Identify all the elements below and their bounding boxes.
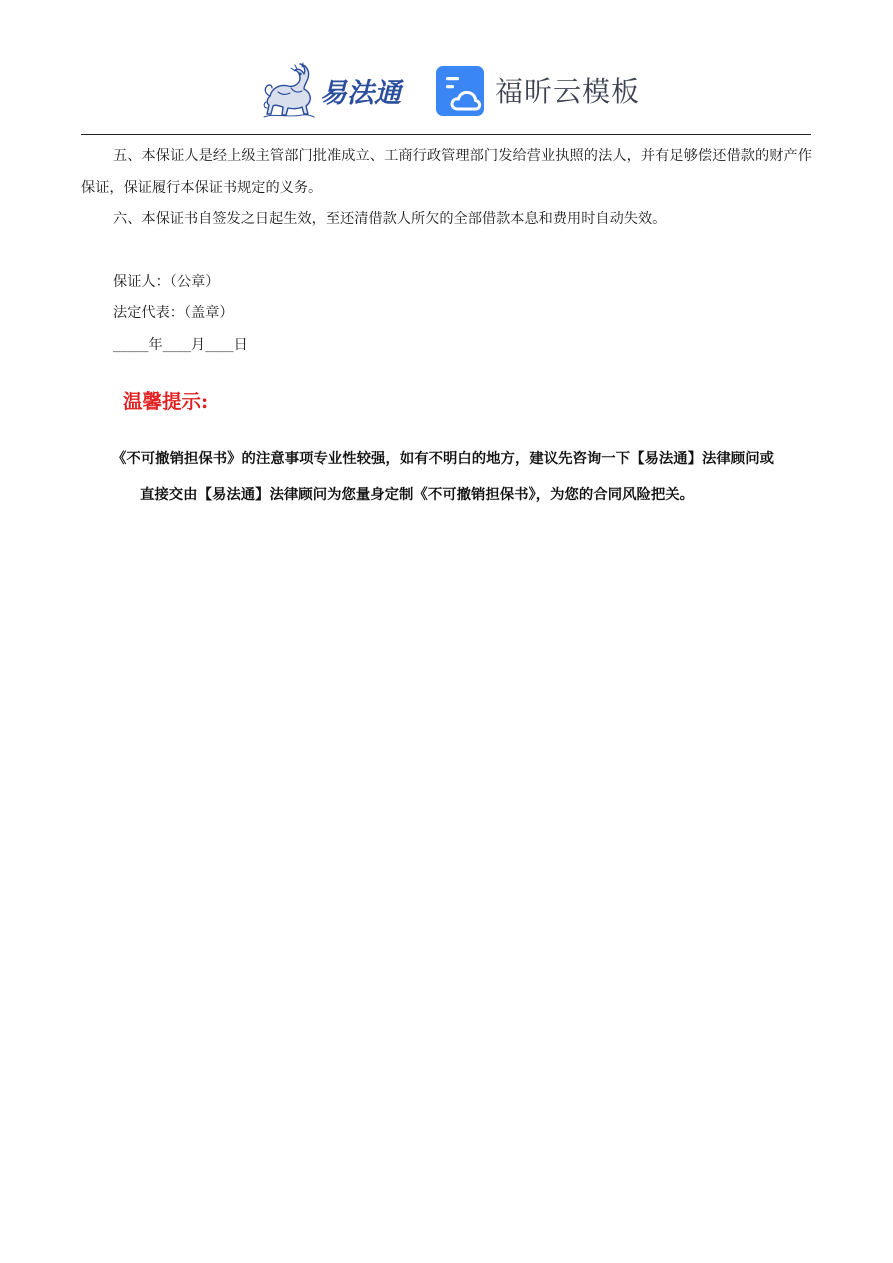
logo-right-text: 福昕云模板	[495, 75, 641, 108]
tip-line-1: 《不可撤销担保书》的注意事项专业性较强，如有不明白的地方，建议先咨询一下【易法通】法律顾问或	[112, 450, 774, 467]
guarantor-seal-line: 保证人：（公章）	[113, 273, 220, 290]
document-body	[81, 141, 812, 361]
cloud-document-icon	[436, 66, 486, 118]
header-divider	[81, 134, 811, 135]
date-line: _____年____月____日	[113, 336, 248, 353]
legal-representative-line: 法定代表：（盖章）	[113, 305, 234, 321]
blank-line	[81, 236, 812, 267]
qilin-logo-icon	[264, 63, 314, 117]
page-header	[0, 60, 893, 122]
yifatong-logo	[262, 62, 412, 120]
paragraph-five: 五、本保证人是经上级主管部门批准成立、工商行政管理部门发给营业执照的法人，并有足够偿还借款的财产作保证，保证履行本保证书规定的义务。	[81, 148, 812, 196]
tip-title: 温馨提示:	[123, 390, 209, 413]
tip-body	[112, 441, 814, 513]
logo-left-text: 易法通	[320, 78, 401, 109]
tip-line-2: 直接交由【易法通】法律顾问为您量身定制《不可撤销担保书》，为您的合同风险把关。	[140, 486, 695, 503]
paragraph-six: 六、本保证书自签发之日起生效，至还清借款人所欠的全部借款本息和费用时自动失效。	[113, 211, 667, 227]
